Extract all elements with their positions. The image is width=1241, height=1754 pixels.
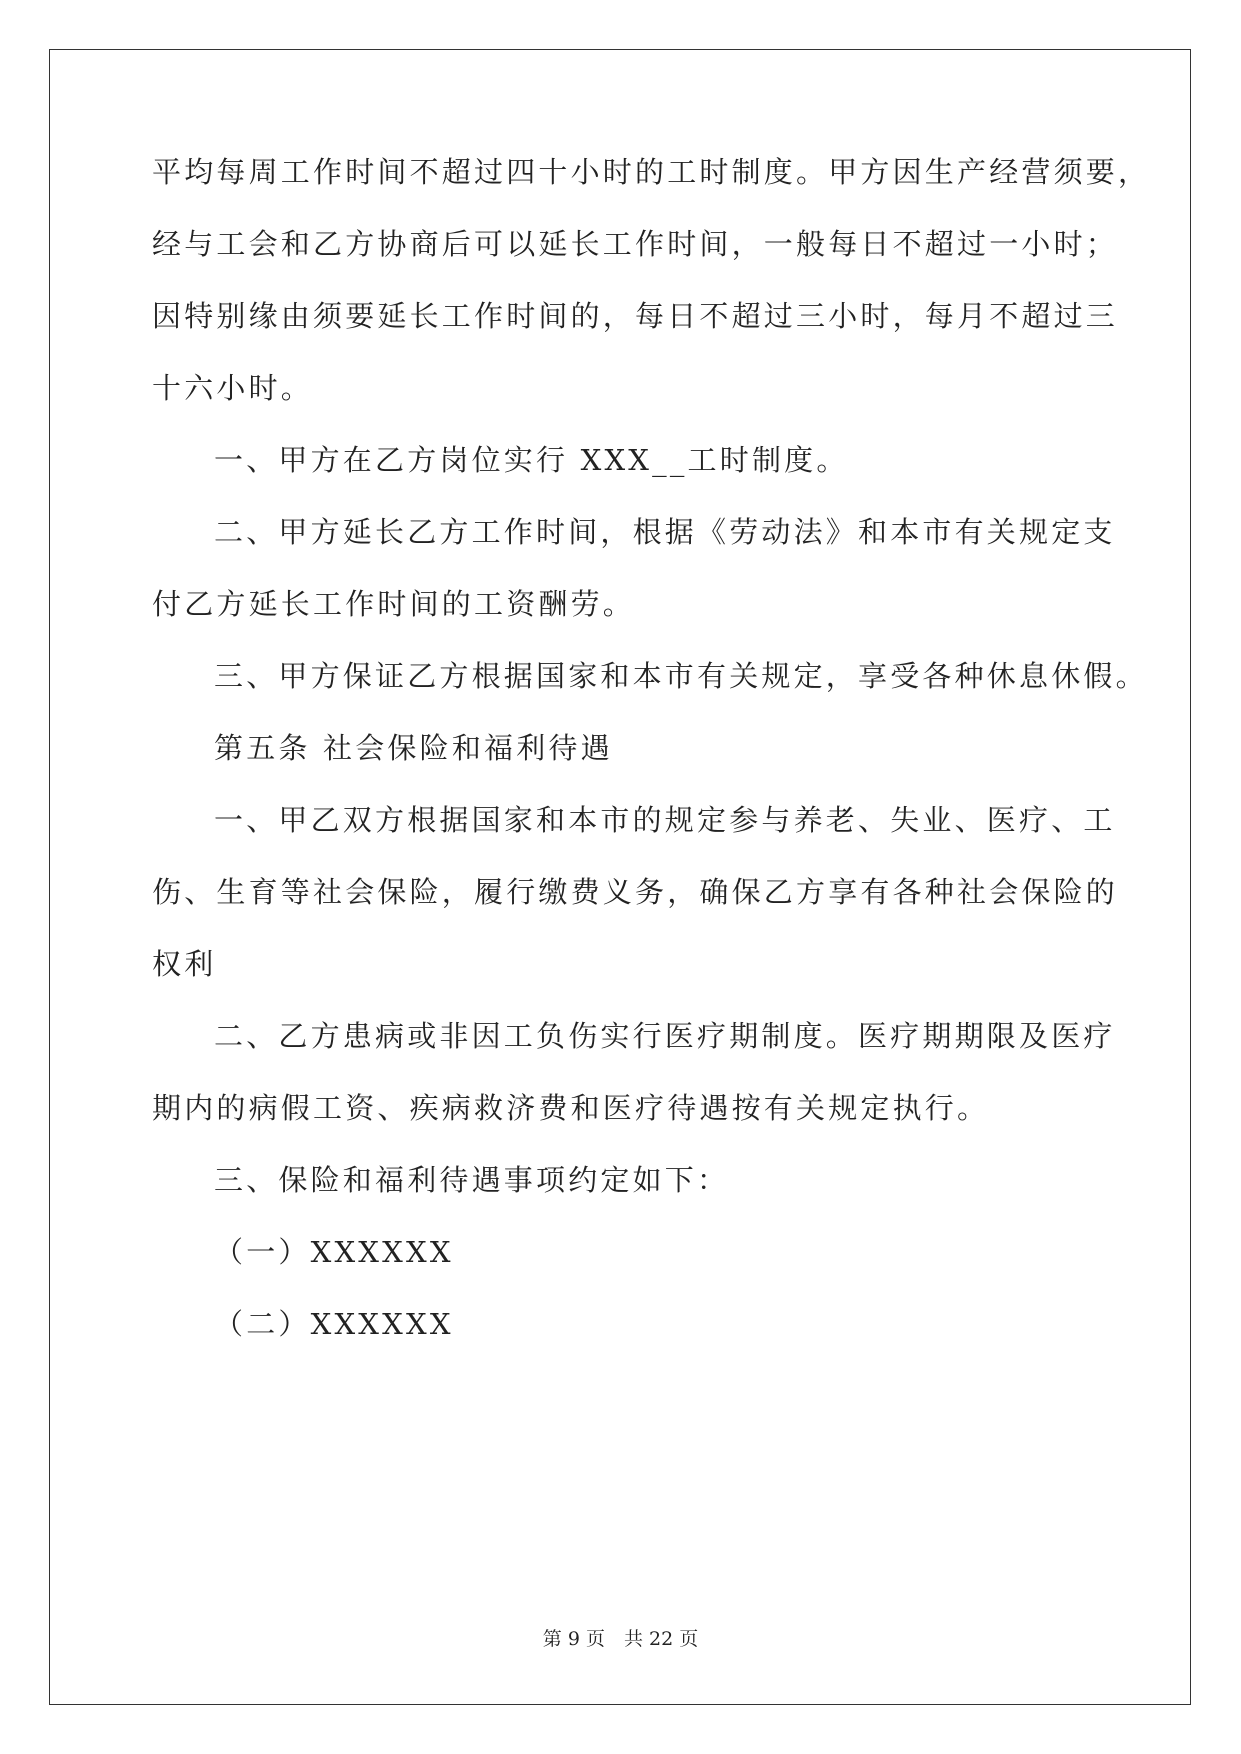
clause-item-3: 三、甲方保证乙方根据国家和本市有关规定，享受各种休息休假。 bbox=[214, 659, 1148, 693]
insurance-item-3: 三、保险和福利待遇事项约定如下： bbox=[214, 1163, 730, 1197]
paragraph-line-3: 因特别缘由须要延长工作时间的，每日不超过三小时，每月不超过三 bbox=[152, 299, 1119, 333]
insurance-item-1-end: 权利 bbox=[152, 947, 217, 981]
paragraph-line-1: 平均每周工作时间不超过四十小时的工时制度。甲方因生产经营须要， bbox=[152, 155, 1151, 189]
page-footer bbox=[0, 1626, 1241, 1652]
insurance-item-2-cont: 期内的病假工资、疾病救济费和医疗待遇按有关规定执行。 bbox=[152, 1091, 990, 1125]
sub-item-2: （二）XXXXXX bbox=[214, 1307, 454, 1341]
insurance-item-2: 二、乙方患病或非因工负伤实行医疗期制度。医疗期期限及医疗 bbox=[214, 1019, 1116, 1053]
insurance-item-1: 一、甲乙双方根据国家和本市的规定参与养老、失业、医疗、工 bbox=[214, 803, 1116, 837]
section-heading: 第五条 社会保险和福利待遇 bbox=[214, 731, 613, 765]
paragraph-line-2: 经与工会和乙方协商后可以延长工作时间，一般每日不超过一小时； bbox=[152, 227, 1119, 261]
clause-item-1: 一、甲方在乙方岗位实行 XXX__工时制度。 bbox=[214, 443, 849, 477]
clause-item-2-cont: 付乙方延长工作时间的工资酬劳。 bbox=[152, 587, 636, 621]
page-number: 第 9 页 共 22 页 bbox=[542, 1628, 699, 1650]
insurance-item-1-cont: 伤、生育等社会保险，履行缴费义务，确保乙方享有各种社会保险的 bbox=[152, 875, 1119, 909]
clause-item-2: 二、甲方延长乙方工作时间，根据《劳动法》和本市有关规定支 bbox=[214, 515, 1116, 549]
sub-item-1: （一）XXXXXX bbox=[214, 1235, 454, 1269]
paragraph-line-4: 十六小时。 bbox=[152, 371, 314, 405]
